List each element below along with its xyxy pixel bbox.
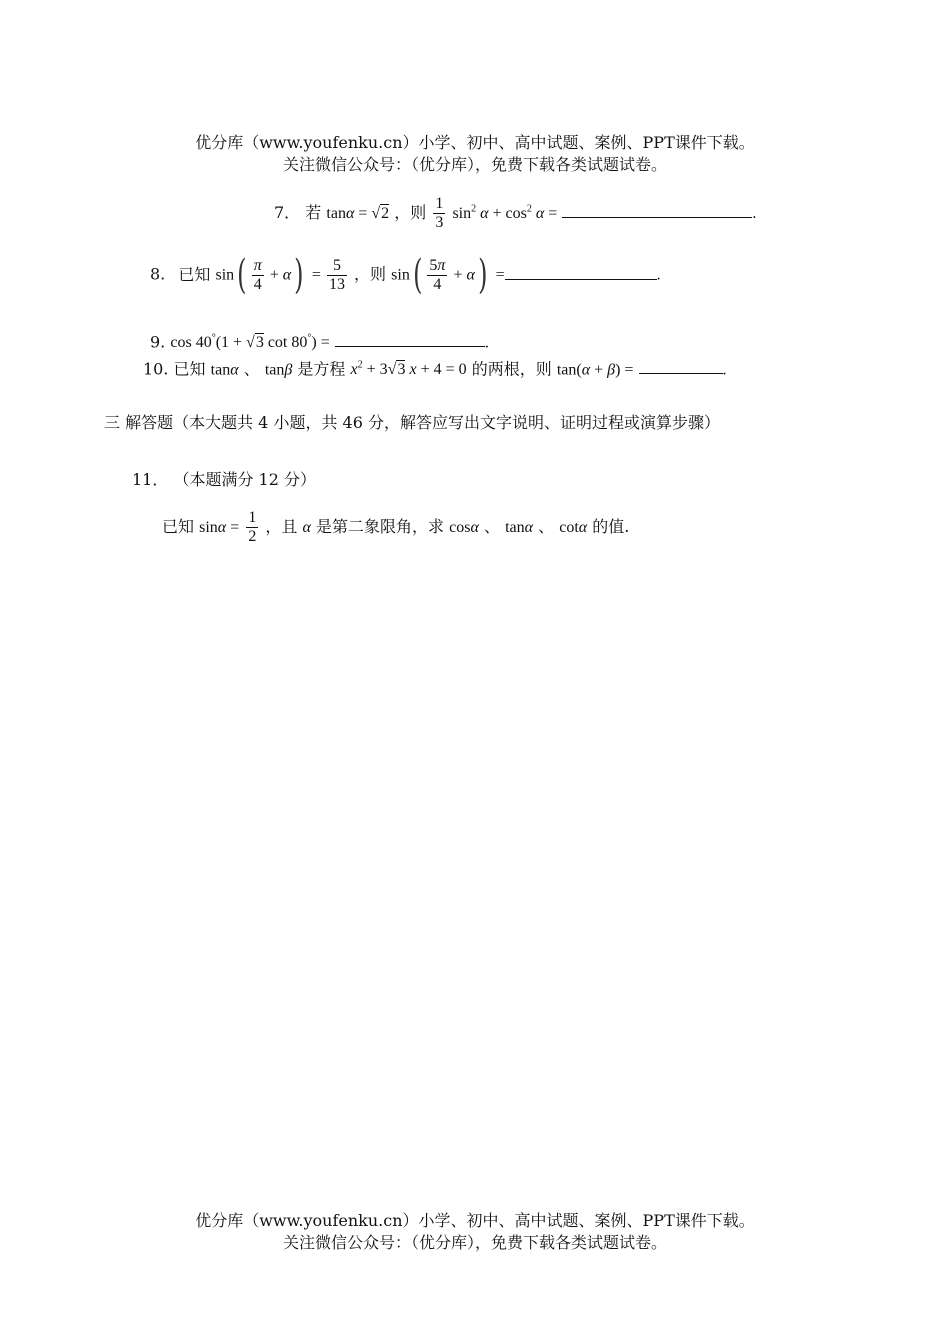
question-11-prefix: 已知 bbox=[162, 517, 195, 536]
fraction-one-half: $\frac{1}{2}$ bbox=[248, 509, 257, 545]
question-9: 9. cos 40°(1 + √3 cot 80°) = . bbox=[150, 332, 489, 352]
question-8: 8. 已知 sin( $\frac{\pi}{4}$ + α) = $\frac{5}{13}$ ，则 sin( $\frac{5\pi}{4}$ + α) = . bbox=[150, 252, 661, 298]
question-11-post: 的值. bbox=[592, 517, 630, 536]
fraction-5-over-13: $\frac{5}{13}$ bbox=[328, 256, 345, 293]
question-11-alpha: α bbox=[302, 519, 311, 536]
question-11-header bbox=[132, 469, 316, 491]
question-8-sin-1: sin bbox=[215, 266, 235, 284]
question-10-equation: $x^2 + 3√3$ x + 4 = 0 bbox=[350, 360, 467, 379]
question-7: 7． 若 tanα = √2 ，则 $\frac{1}{3}$ $\sin^2 \alpha + \cos^2 \alpha$ = . bbox=[274, 195, 757, 231]
question-11-tan-alpha: tanα bbox=[505, 519, 534, 536]
question-8-prefix: 已知 bbox=[178, 264, 211, 284]
question-7-then: ，则 bbox=[394, 203, 427, 222]
question-11-mid-2: 是第二象限角，求 bbox=[316, 517, 445, 536]
answer-blank-10[interactable] bbox=[639, 359, 723, 374]
question-10-tan-alpha: tanα bbox=[210, 361, 239, 379]
fraction-pi-over-4: $\frac{\pi}{4}$ bbox=[253, 256, 262, 293]
question-8-number: 8. bbox=[150, 264, 166, 284]
question-10: 10. 已知 tanα 、 tanβ 是方程 $x^2 + 3√3$ x + 4 = 0 的两根，则 tan(α + β) = . bbox=[143, 359, 727, 379]
header-line-2: 关注微信公众号：（优分库），免费下载各类试题试卷。 bbox=[282, 155, 667, 174]
question-8-then: ，则 bbox=[354, 264, 387, 284]
question-10-tan-beta: tanβ bbox=[264, 361, 293, 379]
question-7-number: 7． bbox=[274, 203, 301, 222]
question-7-prefix: 若 bbox=[305, 203, 322, 222]
question-11-separator-1: 、 bbox=[483, 517, 500, 536]
question-9-expression: cos 40°(1 + √3 cot 80°) = bbox=[170, 333, 330, 352]
question-11-body bbox=[162, 509, 629, 546]
question-7-expression: $\sin^2 \alpha + \cos^2 \alpha$ = bbox=[452, 203, 558, 222]
question-7-condition: tanα = √2 bbox=[326, 205, 390, 222]
question-10-target: tan(α + β) = bbox=[556, 361, 634, 379]
answer-blank-7[interactable] bbox=[562, 203, 752, 218]
header-line-1: 优分库（www.youfenku.cn）小学、初中、高中试题、案例、PPT课件下载。 bbox=[195, 133, 755, 152]
question-10-mid: 是方程 bbox=[297, 359, 346, 379]
question-11-cos-alpha: cosα bbox=[449, 519, 479, 536]
question-11-mid-1: ，且 bbox=[265, 517, 298, 536]
question-8-sin-2: sin bbox=[391, 266, 410, 284]
fraction-5pi-over-4: $\frac{5\pi}{4}$ bbox=[429, 256, 446, 293]
footer-line-1: 优分库（www.youfenku.cn）小学、初中、高中试题、案例、PPT课件下载。 bbox=[195, 1211, 755, 1230]
question-11-cot-alpha: cotα bbox=[559, 519, 588, 536]
question-10-number: 10. bbox=[143, 359, 169, 379]
question-9-number: 9. bbox=[150, 332, 166, 352]
answer-blank-8[interactable] bbox=[505, 265, 657, 280]
question-10-separator: 、 bbox=[243, 359, 260, 379]
footer-line-2: 关注微信公众号：（优分库），免费下载各类试题试卷。 bbox=[282, 1233, 667, 1252]
question-10-post: 的两根，则 bbox=[471, 359, 552, 379]
question-10-prefix: 已知 bbox=[173, 359, 206, 379]
question-11-number: 11． bbox=[132, 470, 169, 489]
question-11-separator-2: 、 bbox=[538, 517, 555, 536]
question-11-condition: sinα = bbox=[199, 519, 240, 536]
section-3-title: 三 解答题（本大题共 4 小题，共 46 分，解答应写出文字说明、证明过程或演算步骤） bbox=[104, 413, 720, 432]
answer-blank-9[interactable] bbox=[335, 332, 485, 347]
fraction-one-third: $\frac{1}{3}$ bbox=[435, 195, 444, 231]
question-11-score: （本题满分 12 分） bbox=[173, 470, 317, 489]
